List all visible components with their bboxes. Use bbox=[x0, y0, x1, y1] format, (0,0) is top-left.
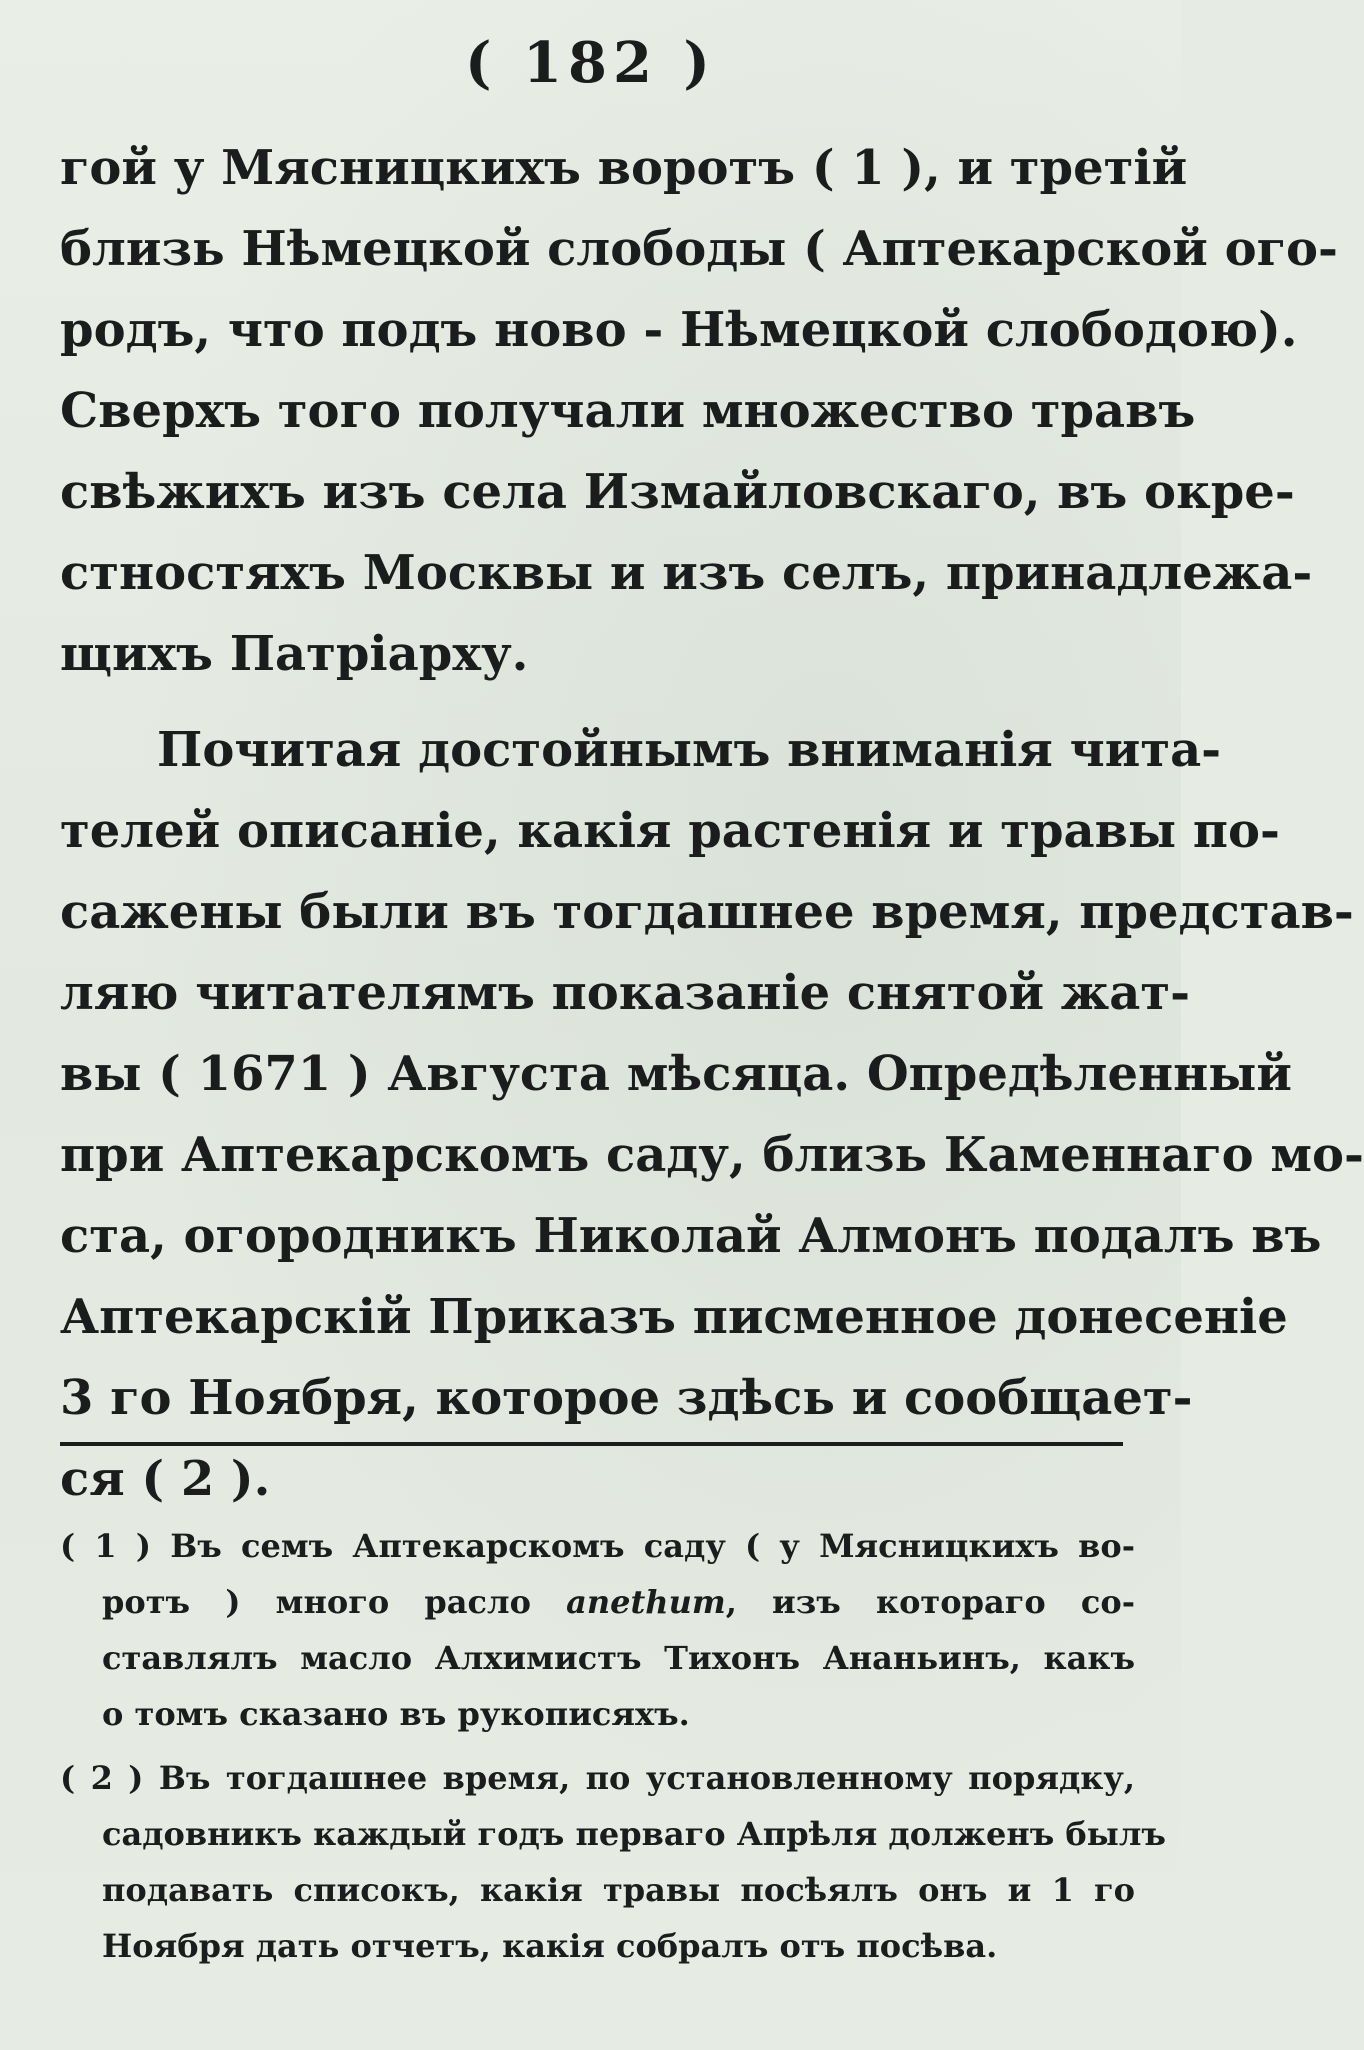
text-line: Сверхъ того получали множество травъ bbox=[60, 383, 1196, 439]
footnote-marker: ( 2 ) bbox=[60, 1759, 144, 1797]
footnote-text: Въ семъ Аптекарскомъ саду ( у Мясницкихъ во- bbox=[170, 1527, 1136, 1565]
text-line: родъ, что подъ ново - Нѣмецкой слободою). bbox=[60, 302, 1298, 358]
text-line: щихъ Патріарху. bbox=[60, 626, 529, 682]
footnote-1-line: о томъ сказано въ рукописяхъ. bbox=[102, 1695, 690, 1733]
text-line: телей описаніе, какія растенія и травы по- bbox=[60, 803, 1280, 859]
text-line: гой у Мясницкихъ воротъ ( 1 ), и третій bbox=[60, 140, 1188, 196]
footnote-2-line: подавать списокъ, какія травы посѣялъ онъ и 1 го bbox=[102, 1871, 1135, 1909]
text-line: Почитая достойнымъ вниманія чита- bbox=[157, 722, 1222, 778]
paragraph-gap bbox=[60, 695, 1135, 710]
text-line: Аптекарскій Приказъ писменное донесеніе bbox=[60, 1289, 1288, 1345]
footnote-text: ротъ ) много расло bbox=[102, 1583, 567, 1621]
footnote-1-line bbox=[60, 1518, 1135, 1574]
footnotes bbox=[60, 1518, 1166, 1974]
footnote-gap bbox=[60, 1742, 1135, 1750]
page-number: ( 182 ) bbox=[465, 30, 716, 96]
footnote-2-line bbox=[60, 1750, 1135, 1806]
footnote-text: Въ тогдашнее время, по установленному порядку, bbox=[158, 1759, 1136, 1797]
latin-term: anethum bbox=[566, 1583, 726, 1621]
footnote-divider bbox=[60, 1442, 1123, 1446]
text-line: вы ( 1671 ) Августа мѣсяца. Опредѣленный bbox=[60, 1046, 1292, 1102]
text-line: ся ( 2 ). bbox=[60, 1451, 271, 1507]
footnote-text: , изъ котораго со- bbox=[725, 1583, 1136, 1621]
footnote-2-line: Ноября дать отчетъ, какія собралъ отъ посѣва. bbox=[102, 1927, 998, 1965]
footnote-2-line: садовникъ каждый годъ перваго Апрѣля долженъ былъ bbox=[102, 1815, 1166, 1853]
text-line: 3 го Ноября, которое здѣсь и сообщает- bbox=[60, 1370, 1193, 1426]
footnote-1-line: ставлялъ масло Алхимистъ Тихонъ Ананьинъ, какъ bbox=[102, 1639, 1135, 1677]
footnote-marker: ( 1 ) bbox=[60, 1527, 151, 1565]
main-text bbox=[60, 128, 1364, 1520]
text-line: ста, огородникъ Николай Алмонъ подалъ въ bbox=[60, 1208, 1322, 1264]
footnote-1-line bbox=[60, 1574, 1135, 1630]
text-line: ляю читателямъ показаніе снятой жат- bbox=[60, 965, 1191, 1021]
text-line: близь Нѣмецкой слободы ( Аптекарской ого- bbox=[60, 221, 1338, 277]
text-line: сажены были въ тогдашнее время, предстaв- bbox=[60, 884, 1354, 940]
text-line: свѣжихъ изъ села Измайловскаго, въ окре- bbox=[60, 464, 1295, 520]
text-line: стностяхъ Москвы и изъ селъ, принадлежа- bbox=[60, 545, 1313, 601]
text-line: при Аптекарскомъ саду, близь Каменнаго мо- bbox=[60, 1127, 1364, 1183]
